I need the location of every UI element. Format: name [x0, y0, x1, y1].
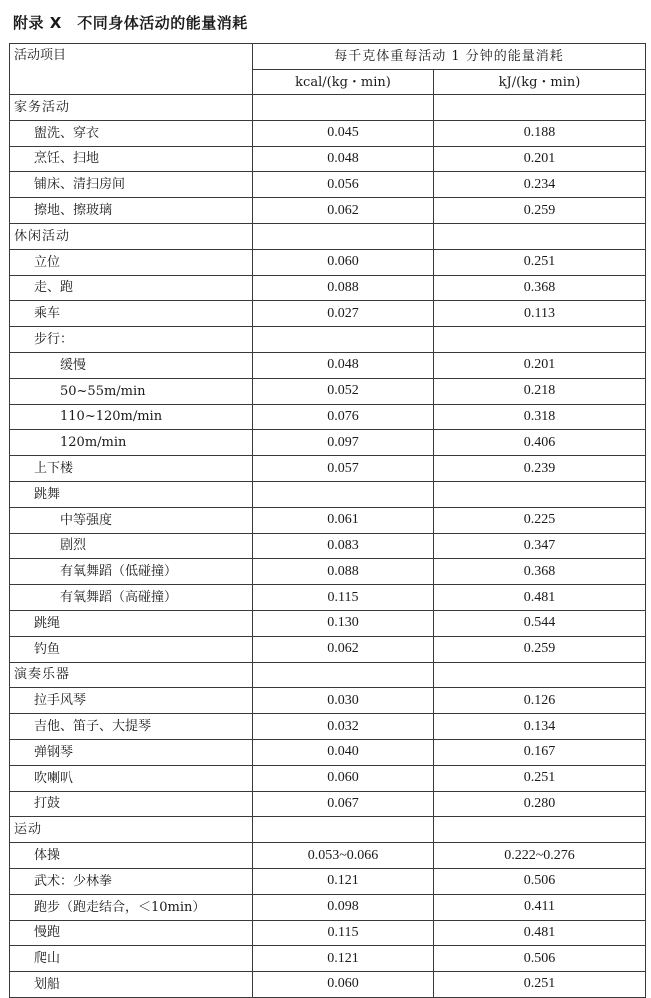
kcal-cell: 0.115: [253, 920, 434, 946]
activity-cell: 有氧舞蹈（高碰撞）: [10, 585, 253, 611]
kcal-cell: 0.027: [253, 301, 434, 327]
kj-cell: 0.218: [434, 378, 646, 404]
table-row: [10, 894, 646, 920]
table-row: [10, 352, 646, 378]
table-row: [10, 404, 646, 430]
table-body: [10, 95, 646, 998]
kj-cell: 0.347: [434, 533, 646, 559]
activity-cell: 50~55m/min: [10, 378, 253, 404]
kj-cell: 0.222~0.276: [434, 843, 646, 869]
header-energy: 每千克体重每活动 1 分钟的能量消耗: [253, 44, 646, 70]
kj-cell: 0.368: [434, 275, 646, 301]
table-row: [10, 146, 646, 172]
kcal-cell: 0.052: [253, 378, 434, 404]
kcal-cell: 0.130: [253, 610, 434, 636]
table-row: [10, 739, 646, 765]
activity-cell: 慢跑: [10, 920, 253, 946]
activity-cell: 吹喇叭: [10, 765, 253, 791]
kj-cell: 0.259: [434, 636, 646, 662]
kj-cell: 0.134: [434, 714, 646, 740]
header-row: [10, 44, 646, 70]
activity-cell: 休闲活动: [10, 223, 253, 249]
activity-cell: 划船: [10, 972, 253, 998]
kcal-cell: 0.088: [253, 559, 434, 585]
category-row: [10, 817, 646, 843]
activity-cell: 走、跑: [10, 275, 253, 301]
kcal-cell: 0.060: [253, 765, 434, 791]
table-row: [10, 714, 646, 740]
kcal-cell: 0.067: [253, 791, 434, 817]
kj-cell: 0.126: [434, 688, 646, 714]
kj-cell: 0.239: [434, 456, 646, 482]
activity-cell: 120m/min: [10, 430, 253, 456]
kj-cell: 0.225: [434, 507, 646, 533]
table-row: [10, 610, 646, 636]
kcal-cell: [253, 327, 434, 353]
activity-cell: 缓慢: [10, 352, 253, 378]
table-row: [10, 378, 646, 404]
table-row: [10, 972, 646, 998]
kcal-cell: 0.048: [253, 352, 434, 378]
activity-cell: 铺床、清扫房间: [10, 172, 253, 198]
kcal-cell: 0.030: [253, 688, 434, 714]
kcal-cell: 0.061: [253, 507, 434, 533]
table-row: [10, 920, 646, 946]
kcal-cell: 0.060: [253, 249, 434, 275]
activity-cell: 乘车: [10, 301, 253, 327]
table-row: [10, 456, 646, 482]
kcal-cell: [253, 95, 434, 121]
kj-cell: [434, 223, 646, 249]
kj-cell: 0.251: [434, 972, 646, 998]
kcal-cell: [253, 223, 434, 249]
kcal-cell: 0.115: [253, 585, 434, 611]
kj-cell: 0.201: [434, 352, 646, 378]
activity-cell: 跳舞: [10, 481, 253, 507]
kcal-cell: 0.098: [253, 894, 434, 920]
table-row: [10, 481, 646, 507]
activity-cell: 上下楼: [10, 456, 253, 482]
activity-cell: 中等强度: [10, 507, 253, 533]
kj-cell: 0.481: [434, 585, 646, 611]
activity-cell: 爬山: [10, 946, 253, 972]
table-row: [10, 688, 646, 714]
kj-cell: [434, 662, 646, 688]
activity-cell: 拉手风琴: [10, 688, 253, 714]
kj-cell: 0.188: [434, 120, 646, 146]
kj-cell: 0.318: [434, 404, 646, 430]
activity-cell: 烹饪、扫地: [10, 146, 253, 172]
kj-cell: [434, 95, 646, 121]
activity-cell: 跑步（跑走结合，＜10min）: [10, 894, 253, 920]
activity-cell: 步行：: [10, 327, 253, 353]
table-row: [10, 430, 646, 456]
table-row: [10, 585, 646, 611]
kcal-cell: 0.083: [253, 533, 434, 559]
activity-cell: 剧烈: [10, 533, 253, 559]
header-activity: 活动项目: [10, 44, 253, 95]
table-row: [10, 120, 646, 146]
table-row: [10, 249, 646, 275]
activity-cell: 钓鱼: [10, 636, 253, 662]
kj-cell: 0.167: [434, 739, 646, 765]
kj-cell: 0.406: [434, 430, 646, 456]
activity-cell: 弹钢琴: [10, 739, 253, 765]
kj-cell: [434, 817, 646, 843]
header-unit-kj: kJ/(kg・min): [434, 70, 646, 95]
activity-cell: 有氧舞蹈（低碰撞）: [10, 559, 253, 585]
kj-cell: 0.506: [434, 946, 646, 972]
activity-cell: 体操: [10, 843, 253, 869]
kcal-cell: 0.121: [253, 946, 434, 972]
kcal-cell: 0.032: [253, 714, 434, 740]
page-title: 附录 X 不同身体活动的能量消耗: [13, 14, 248, 32]
activity-cell: 吉他、笛子、大提琴: [10, 714, 253, 740]
kcal-cell: 0.076: [253, 404, 434, 430]
activity-cell: 演奏乐器: [10, 662, 253, 688]
table-row: [10, 559, 646, 585]
kj-cell: 0.251: [434, 765, 646, 791]
kcal-cell: 0.048: [253, 146, 434, 172]
kj-cell: 0.201: [434, 146, 646, 172]
table-row: [10, 172, 646, 198]
table-row: [10, 843, 646, 869]
activity-cell: 立位: [10, 249, 253, 275]
kcal-cell: 0.040: [253, 739, 434, 765]
table-row: [10, 636, 646, 662]
kcal-cell: 0.045: [253, 120, 434, 146]
activity-cell: 武术：少林拳: [10, 868, 253, 894]
kj-cell: 0.113: [434, 301, 646, 327]
table-row: [10, 275, 646, 301]
kcal-cell: 0.088: [253, 275, 434, 301]
kcal-cell: 0.062: [253, 636, 434, 662]
kj-cell: 0.506: [434, 868, 646, 894]
table-row: [10, 301, 646, 327]
kj-cell: 0.481: [434, 920, 646, 946]
kj-cell: 0.251: [434, 249, 646, 275]
table-row: [10, 791, 646, 817]
activity-cell: 擦地、擦玻璃: [10, 198, 253, 224]
table-row: [10, 868, 646, 894]
table-row: [10, 198, 646, 224]
kj-cell: 0.280: [434, 791, 646, 817]
kj-cell: 0.411: [434, 894, 646, 920]
kcal-cell: 0.062: [253, 198, 434, 224]
kj-cell: 0.234: [434, 172, 646, 198]
activity-cell: 打鼓: [10, 791, 253, 817]
kj-cell: 0.368: [434, 559, 646, 585]
category-row: [10, 662, 646, 688]
table-row: [10, 765, 646, 791]
kcal-cell: [253, 481, 434, 507]
kj-cell: 0.544: [434, 610, 646, 636]
kj-cell: 0.259: [434, 198, 646, 224]
category-row: [10, 95, 646, 121]
kcal-cell: [253, 662, 434, 688]
activity-cell: 家务活动: [10, 95, 253, 121]
table-row: [10, 533, 646, 559]
table-row: [10, 327, 646, 353]
kj-cell: [434, 481, 646, 507]
activity-cell: 盥洗、穿衣: [10, 120, 253, 146]
kcal-cell: 0.056: [253, 172, 434, 198]
kcal-cell: 0.057: [253, 456, 434, 482]
energy-table: [9, 43, 646, 998]
activity-cell: 110~120m/min: [10, 404, 253, 430]
table-row: [10, 946, 646, 972]
activity-cell: 运动: [10, 817, 253, 843]
kcal-cell: 0.097: [253, 430, 434, 456]
kcal-cell: [253, 817, 434, 843]
kcal-cell: 0.053~0.066: [253, 843, 434, 869]
kj-cell: [434, 327, 646, 353]
kcal-cell: 0.060: [253, 972, 434, 998]
kcal-cell: 0.121: [253, 868, 434, 894]
table-row: [10, 507, 646, 533]
activity-cell: 跳绳: [10, 610, 253, 636]
category-row: [10, 223, 646, 249]
header-unit-kcal: kcal/(kg・min): [253, 70, 434, 95]
